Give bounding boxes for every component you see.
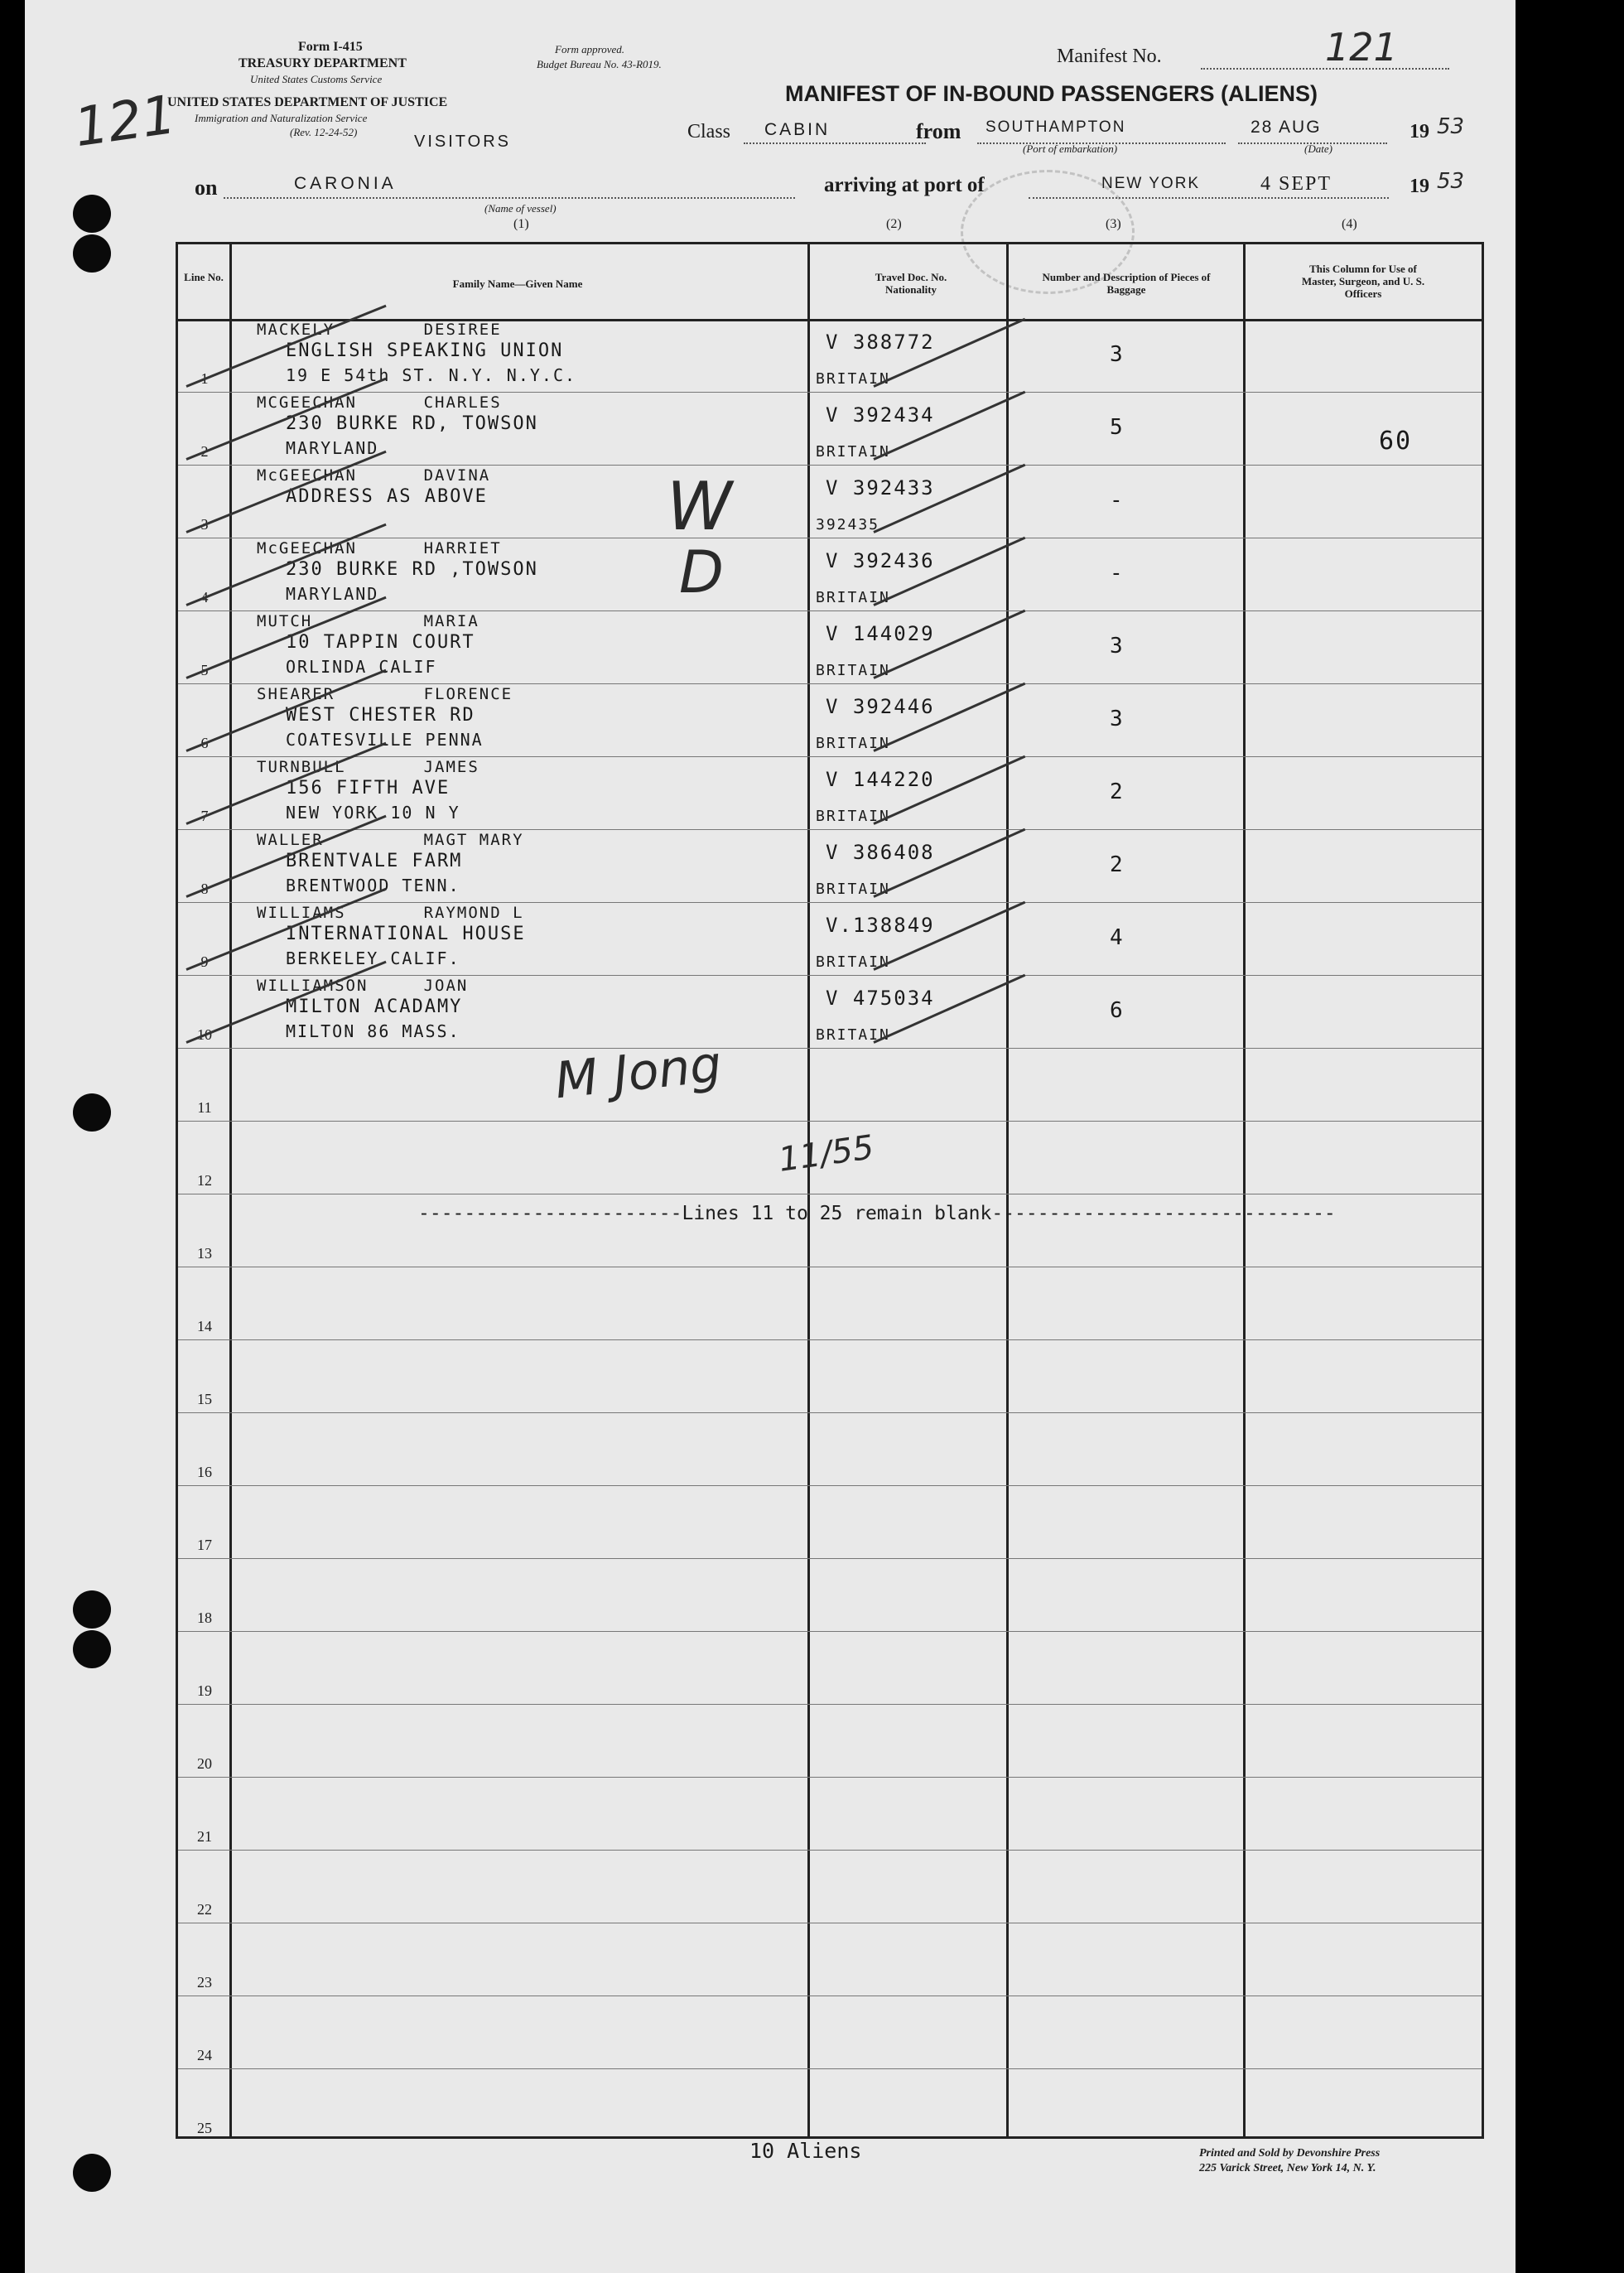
class-value: CABIN: [764, 120, 831, 139]
baggage-count: 3: [1110, 634, 1125, 659]
baggage-count: 3: [1110, 707, 1125, 731]
row-number: 5: [200, 662, 209, 678]
passenger-name: MACKELY DESIREE: [257, 321, 502, 339]
from-label: from: [916, 119, 961, 143]
punch-hole: [73, 234, 111, 273]
row-divider: [178, 610, 1482, 611]
col-divider: [1243, 244, 1246, 2136]
manifest-no-label: Manifest No.: [1057, 46, 1162, 67]
arriving-label: arriving at port of: [824, 174, 985, 196]
baggage-count: 5: [1110, 415, 1125, 440]
column-header-line: Line No.: [184, 271, 224, 283]
baggage-count: 2: [1110, 852, 1125, 877]
baggage-count: 3: [1110, 342, 1125, 367]
column-4-number: (4): [1342, 217, 1357, 231]
passenger-name: MCGEECHAN CHARLES: [257, 393, 502, 412]
from-value: SOUTHAMPTON: [985, 118, 1126, 136]
travel-doc-number: V 475034: [826, 987, 935, 1010]
year-prefix-2: 19: [1410, 176, 1429, 197]
row-number: 15: [197, 1391, 212, 1407]
column-header-doc: Travel Doc. No. Nationality: [875, 271, 947, 296]
blank-lines-notice: -----------------------Lines 11 to 25 remain blank------------------------------: [418, 1203, 1336, 1224]
column-3-number: (3): [1106, 217, 1121, 231]
row-divider: [178, 1777, 1482, 1778]
nationality: 392435: [816, 516, 880, 533]
budget-bureau: Budget Bureau No. 43-R019.: [537, 58, 662, 70]
row-divider: [178, 1339, 1482, 1340]
handwritten-fraction: 11/55: [776, 1128, 876, 1180]
travel-doc-number: V 144029: [826, 622, 935, 645]
row-number: 23: [197, 1974, 212, 1991]
passenger-address-2: MARYLAND: [286, 584, 379, 604]
justice-dept: UNITED STATES DEPARTMENT OF JUSTICE: [167, 95, 448, 109]
year-suffix-2: 53: [1437, 169, 1465, 194]
travel-doc-number: V.138849: [826, 914, 935, 937]
punch-hole: [73, 2154, 111, 2192]
passenger-name: WILLIAMSON JOAN: [257, 977, 469, 995]
travel-doc-number: V 392434: [826, 403, 935, 427]
passenger-address-2: ORLINDA CALIF: [286, 657, 437, 677]
row-number: 4: [200, 589, 209, 606]
nationality: BRITAIN: [816, 589, 890, 606]
travel-doc-number: V 392433: [826, 476, 935, 499]
customs-service: United States Customs Service: [250, 73, 383, 85]
punch-hole: [73, 1630, 111, 1668]
printer-line-1: Printed and Sold by Devonshire Press: [1199, 2147, 1381, 2160]
row-number: 24: [197, 2047, 212, 2063]
row-number: 3: [200, 516, 209, 533]
nationality: BRITAIN: [816, 953, 890, 971]
row-divider: [178, 1412, 1482, 1413]
row-divider: [178, 1048, 1482, 1049]
row-number: 19: [197, 1682, 212, 1699]
column-2-number: (2): [886, 217, 902, 231]
total-aliens: 10 Aliens: [749, 2139, 862, 2163]
row-divider: [178, 683, 1482, 684]
printer-line-2: 225 Varick Street, New York 14, N. Y.: [1199, 2162, 1376, 2174]
vessel-caption: (Name of vessel): [484, 202, 557, 215]
passenger-address-1: ADDRESS AS ABOVE: [286, 486, 488, 507]
column-header-baggage: Number and Description of Pieces of Baggage: [1042, 271, 1211, 296]
row-divider: [178, 392, 1482, 393]
date-caption: (Date): [1304, 142, 1332, 155]
ins-service: Immigration and Naturalization Service: [195, 112, 368, 124]
treasury-dept: TREASURY DEPARTMENT: [239, 56, 407, 70]
punch-hole: [73, 1093, 111, 1132]
passenger-name: MUTCH MARIA: [257, 612, 479, 630]
passenger-address-2: COATESVILLE PENNA: [286, 730, 484, 750]
row-number: 1: [200, 370, 209, 387]
margin-manifest-number: 121: [70, 84, 180, 160]
travel-doc-number: V 144220: [826, 768, 935, 791]
passenger-address-2: 19 E 54th ST. N.Y. N.Y.C.: [286, 365, 577, 385]
year-prefix-1: 19: [1410, 121, 1429, 142]
row-number: 25: [197, 2120, 212, 2136]
row-divider: [178, 829, 1482, 830]
vessel-line: [224, 197, 795, 199]
passenger-name: McGEECHAN DAVINA: [257, 466, 491, 485]
column-header-name: Family Name—Given Name: [452, 277, 583, 290]
nationality: BRITAIN: [816, 735, 890, 752]
passenger-name: McGEECHAN HARRIET: [257, 539, 502, 557]
revision: (Rev. 12-24-52): [290, 126, 358, 138]
row-number: 18: [197, 1609, 212, 1626]
form-approved: Form approved.: [555, 43, 625, 55]
passenger-name: SHEARER FLORENCE: [257, 685, 513, 703]
row-number: 21: [197, 1828, 212, 1845]
row-divider: [178, 1704, 1482, 1705]
row-divider: [178, 1121, 1482, 1122]
on-label: on: [195, 176, 218, 200]
passenger-address-2: BRENTWOOD TENN.: [286, 876, 460, 895]
handwritten-initial-w: W: [667, 468, 733, 545]
vessel-name: CARONIA: [294, 174, 397, 193]
passenger-address-2: BERKELEY CALIF.: [286, 948, 460, 968]
manifest-page: [25, 0, 1516, 2273]
passenger-address-2: NEW YORK 10 N Y: [286, 803, 460, 823]
passenger-name: TURNBULL JAMES: [257, 758, 479, 776]
row-number: 7: [200, 808, 209, 824]
passenger-address-1: ENGLISH SPEAKING UNION: [286, 340, 564, 361]
class-label: Class: [687, 121, 731, 142]
form-number: Form I-415: [298, 40, 363, 54]
arrival-date: 4 SEPT: [1260, 173, 1332, 195]
travel-doc-number: V 392436: [826, 549, 935, 572]
row-number: 10: [197, 1026, 212, 1043]
nationality: BRITAIN: [816, 881, 890, 898]
passenger-address-1: WEST CHESTER RD: [286, 705, 475, 726]
travel-doc-number: V 386408: [826, 841, 935, 864]
row-number: 13: [197, 1245, 212, 1262]
passenger-address-1: 230 BURKE RD ,TOWSON: [286, 559, 538, 580]
row-number: 12: [197, 1172, 212, 1189]
arrival-port: NEW YORK: [1101, 175, 1201, 192]
baggage-count: 2: [1110, 779, 1125, 804]
row-divider: [178, 2068, 1482, 2069]
date-from: 28 AUG: [1251, 118, 1322, 137]
passenger-address-1: 156 FIFTH AVE: [286, 778, 451, 799]
passenger-address-2: MARYLAND: [286, 438, 379, 458]
row-divider: [178, 1631, 1482, 1632]
row-number: 2: [200, 443, 209, 460]
row-divider: [178, 1558, 1482, 1559]
passenger-name: WALLER MAGT MARY: [257, 831, 524, 849]
baggage-count: 4: [1110, 925, 1125, 950]
row-number: 14: [197, 1318, 212, 1334]
row-number: 22: [197, 1901, 212, 1918]
class-line: [744, 142, 926, 144]
travel-doc-number: V 388772: [826, 331, 935, 354]
manifest-number: 121: [1325, 25, 1398, 70]
column-1-number: (1): [513, 217, 529, 231]
row-divider: [178, 902, 1482, 903]
nationality: BRITAIN: [816, 808, 890, 825]
row-number: 16: [197, 1464, 212, 1480]
row-number: 6: [200, 735, 209, 751]
col-divider: [807, 244, 810, 2136]
manifest-title: MANIFEST OF IN-BOUND PASSENGERS (ALIENS): [785, 81, 1318, 106]
baggage-count: -: [1110, 561, 1125, 586]
passenger-table: [176, 242, 1484, 2139]
row-divider: [178, 756, 1482, 757]
col-divider: [1006, 244, 1009, 2136]
passenger-address-1: 230 BURKE RD, TOWSON: [286, 413, 538, 434]
row-number: 9: [200, 953, 209, 970]
row-number: 20: [197, 1755, 212, 1772]
baggage-count: 6: [1110, 998, 1125, 1023]
row-divider: [178, 1850, 1482, 1851]
nationality: BRITAIN: [816, 443, 890, 461]
row-number: 11: [197, 1099, 212, 1116]
nationality: BRITAIN: [816, 370, 890, 388]
row-divider: [178, 1485, 1482, 1486]
row-number: 17: [197, 1537, 212, 1553]
passenger-address-1: MILTON ACADAMY: [286, 997, 463, 1017]
row-number: 8: [200, 881, 209, 897]
row-divider: [178, 465, 1482, 466]
handwritten-signature: M Jong: [552, 1035, 725, 1111]
passenger-name: WILLIAMS RAYMOND L: [257, 904, 524, 922]
punch-hole: [73, 1590, 111, 1629]
punch-hole: [73, 195, 111, 233]
travel-doc-number: V 392446: [826, 695, 935, 718]
baggage-count: -: [1110, 488, 1125, 513]
col-divider: [229, 244, 232, 2136]
officer-note: 60: [1379, 427, 1413, 456]
column-header-officers: This Column for Use of Master, Surgeon, and U. S. Officers: [1301, 263, 1425, 300]
year-suffix-1: 53: [1437, 114, 1465, 139]
passenger-address-1: INTERNATIONAL HOUSE: [286, 924, 526, 944]
port-caption: (Port of embarkation): [1023, 142, 1118, 155]
nationality: BRITAIN: [816, 1026, 890, 1044]
nationality: BRITAIN: [816, 662, 890, 679]
visitors-label: VISITORS: [414, 133, 511, 151]
handwritten-initial-d: D: [679, 538, 724, 606]
row-divider: [178, 975, 1482, 976]
passenger-address-2: MILTON 86 MASS.: [286, 1021, 460, 1041]
passenger-address-1: 10 TAPPIN COURT: [286, 632, 475, 653]
passenger-address-1: BRENTVALE FARM: [286, 851, 463, 871]
